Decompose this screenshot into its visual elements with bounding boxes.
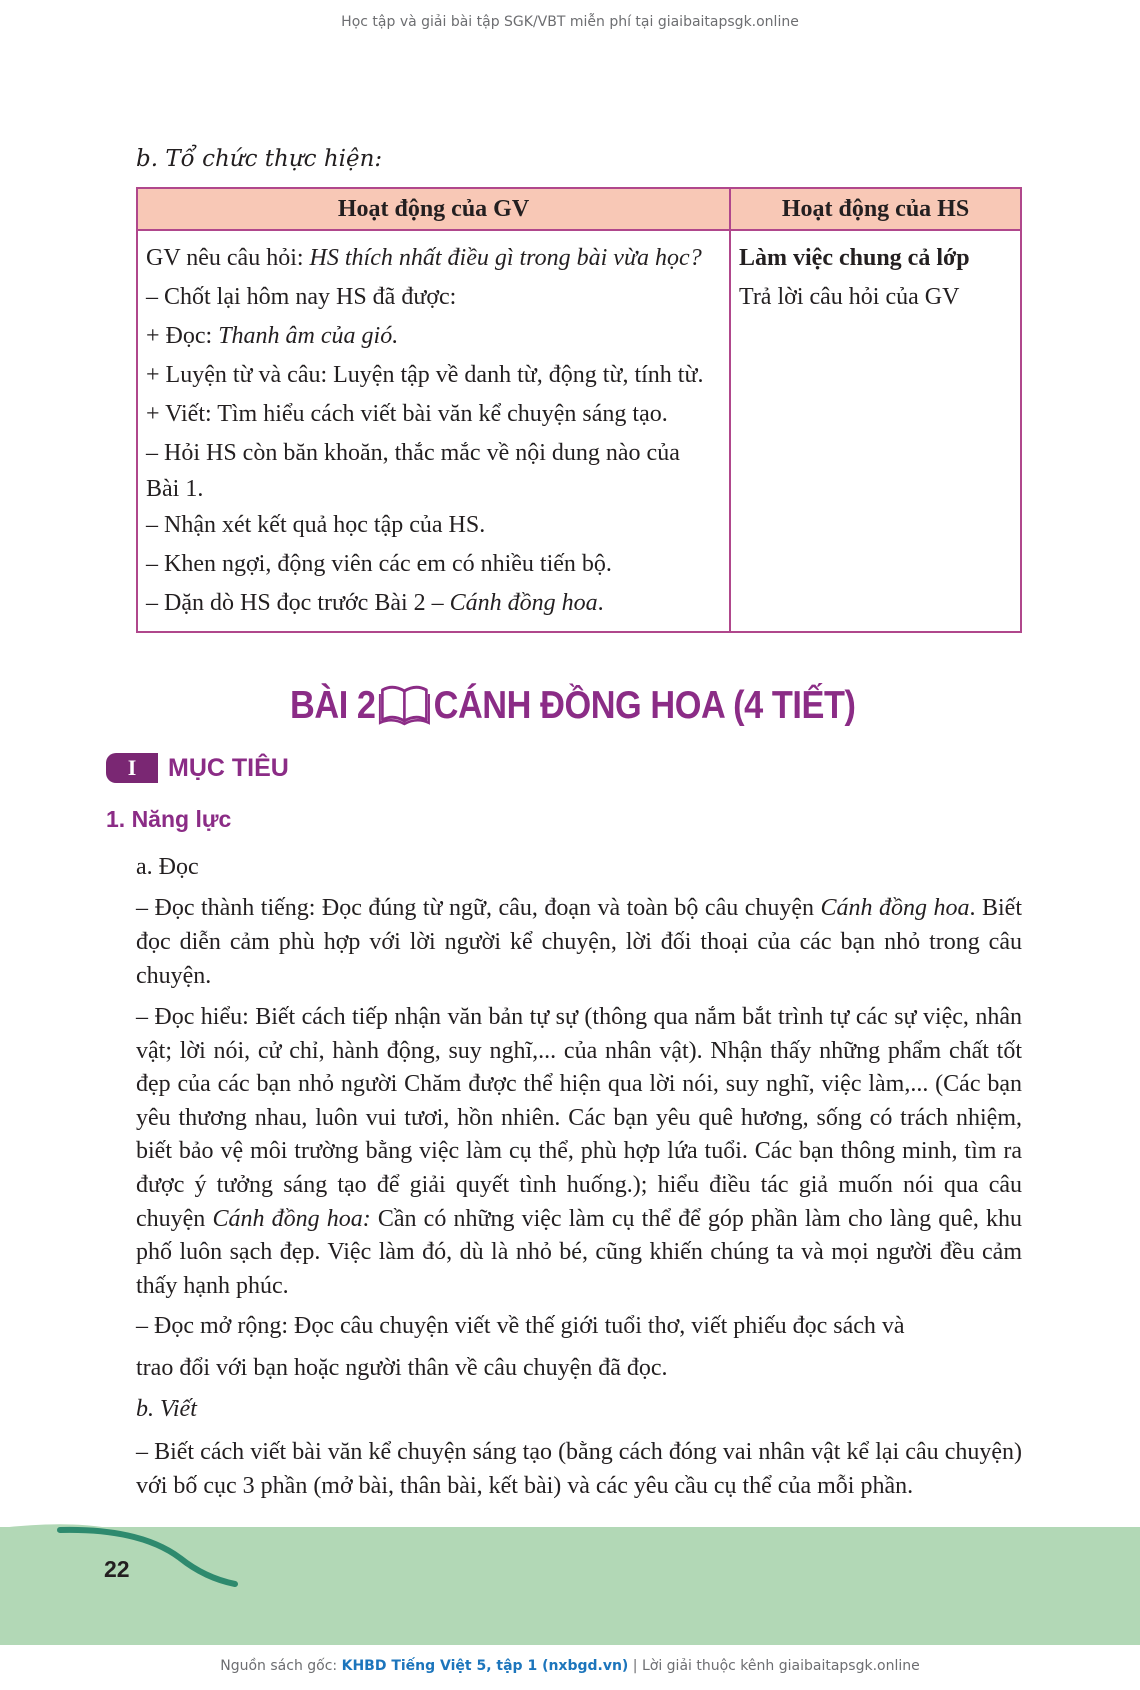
section-number-badge: I [106,753,158,783]
footer-prefix: Nguồn sách gốc: [220,1658,342,1674]
numbered-heading: 1. Năng lực [106,806,232,832]
gv-praise: – Khen ngợi, động viên các em có nhiều tiến bộ. [146,551,612,577]
table-header-row [137,188,1021,230]
lesson-number: BÀI 2 [290,684,376,727]
p2-suffix: Cần có những việc làm cụ thể để góp phần làm cho làng quê, khu phố luôn sạch đẹp. Việc làm đó, dù là nhỏ bé, cũng khiến chúng ta và mọi người đều cảm thấy hạnh phúc. [136,1205,1023,1299]
gv-question-italic: HS thích nhất điều gì trong bài vừa học? [309,245,702,271]
heading-a-doc: a. Đọc [136,854,199,880]
lesson-title [290,682,855,728]
p1-suffix: . Biết đọc diễn cảm phù hợp với lời người kể chuyện, lời đối thoại của các bạn nhỏ trong câu chuyện. [136,895,1023,989]
heading-b-viet: b. Viết [136,1396,197,1422]
footer-wave-decoration [0,1520,260,1590]
section-label: MỤC TIÊU [168,753,289,782]
p2-italic: Cánh đồng hoa: [212,1205,371,1232]
column-header-hs: Hoạt động của HS [730,188,1021,230]
footer-suffix: | Lời giải thuộc kênh giaibaitapsgk.online [628,1658,920,1674]
header-note: Học tập và giải bài tập SGK/VBT miễn phí tại giaibaitapsgk.online [341,14,799,30]
gv-summary: – Chốt lại hôm nay HS đã được: [146,284,457,310]
subheading: b. Tổ chức thực hiện: [136,146,383,172]
p1-prefix: – Đọc thành tiếng: Đọc đúng từ ngữ, câu, đoạn và toàn bộ câu chuyện [136,895,821,921]
lesson-name: CÁNH ĐỒNG HOA (4 TIẾT) [433,684,856,727]
hs-title: Làm việc chung cả lớp [739,245,970,271]
footer-source-note [0,1658,1140,1674]
gv-assign [146,584,721,623]
gv-write: + Viết: Tìm hiểu cách viết bài văn kể chuyện sáng tạo. [146,401,668,427]
gv-read [146,317,721,356]
p1-italic: Cánh đồng hoa [820,895,970,921]
gv-assign-suffix: . [597,590,604,616]
gv-assign-prefix: – Dặn dò HS đọc trước Bài 2 – [146,590,450,616]
gv-assign-italic: Cánh đồng hoa [449,590,598,616]
footer-source-link[interactable]: KHBD Tiếng Việt 5, tập 1 (nxbgd.vn) [341,1658,629,1674]
gv-comment: – Nhận xét kết quả học tập của HS. [146,512,486,538]
gv-vocab: + Luyện từ và câu: Luyện tập về danh từ, động từ, tính từ. [146,362,704,388]
paragraph-doc-mo-rong-1: – Đọc mở rộng: Đọc câu chuyện viết về thế giới tuổi thơ, viết phiếu đọc sách và [136,1313,905,1339]
column-header-gv: Hoạt động của GV [137,188,730,230]
table-row [137,230,1021,632]
gv-read-italic: Thanh âm của gió. [218,323,399,349]
paragraph-doc-hieu [136,1001,1022,1303]
hs-answer: Trả lời câu hỏi của GV [739,284,960,310]
gv-ask-line-1: – Hỏi HS còn băn khoăn, thắc mắc về nội dung nào của [146,440,680,466]
paragraph-doc-thanh-tieng [136,891,1022,993]
open-book-icon [379,682,430,726]
page-number: 22 [104,1556,130,1582]
paragraph-viet: – Biết cách viết bài văn kể chuyện sáng tạo (bằng cách đóng vai nhân vật kể lại câu chuyện) với bố cục 3 phần (mở bài, thân bài, kết bài) và các yêu cầu cụ thể của mỗi phần. [136,1439,1022,1499]
gv-cell [137,230,730,632]
section-heading [106,752,289,784]
gv-ask-line-2: Bài 1. [146,476,204,502]
gv-read-prefix: + Đọc: [146,323,219,349]
paragraph-doc-mo-rong-2: trao đổi với bạn hoặc người thân về câu chuyện đã đọc. [136,1355,668,1381]
gv-question-prefix: GV nêu câu hỏi: [146,245,310,271]
hs-cell [730,230,1021,632]
gv-question [146,239,721,278]
p2-prefix: – Đọc hiểu: Biết cách tiếp nhận văn bản tự sự (thông qua nắm bắt trình tự các sự việc, nhân vật; lời nói, cử chỉ, hành động, suy nghĩ,... của nhân vật). Nhận thấy những phẩm chất tốt đẹp của các bạn nhỏ người Chăm được thể hiện qua lời nói, suy nghĩ, việc làm,... (Các bạn yêu thương nhau, luôn vui tươi, hồn nhiên. Các bạn yêu quê hương, sống có trách nhiệm, biết bảo vệ môi trường bằng việc làm cụ thể, phù hợp lứa tuổi. Các bạn thông minh, tìm ra được ý tưởng sáng tạo để giải quyết tình huống.); hiểu điều tác giả muốn nói qua câu chuyện [136,1004,1022,1232]
activity-table [136,187,1022,633]
